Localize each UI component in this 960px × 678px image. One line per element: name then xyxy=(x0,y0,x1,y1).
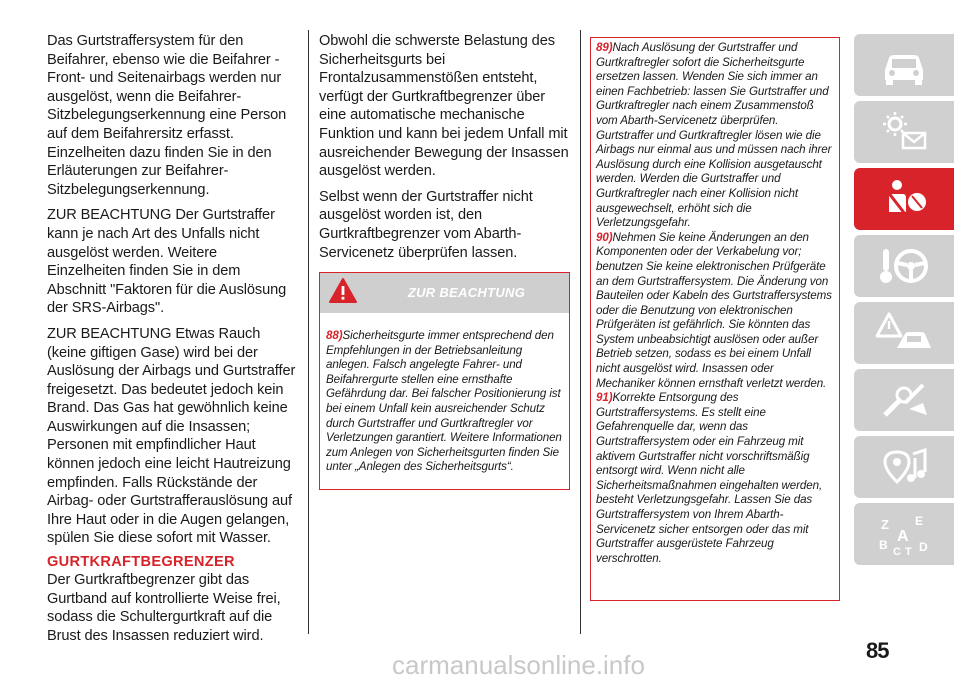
note-text: Sicherheitsgurte immer entsprechend den Empfehlungen in der Betriebsanleitung anlegen. Falsch angelegte Fahrer- und Beifahrergurte stellen eine ernsthafte Gefährdung dar. Bei falscher Positionierung ist bei einem Unfall kein ausreichender Schutz durch Gurtstraffer und Gurtkraftregler vor Verletzungen garantiert. Weitere Informationen zum Anlegen von Sicherheitsgurten finden Sie unter „Anlegen des Sicherheitsgurts“. xyxy=(326,329,562,474)
paragraph: Das Gurtstraffersystem für den Beifahrer, ebenso wie die Beifahrer - Front- und Seitenairbags werden nur ausgelöst, wenn die Beifahrer-Sitzbelegungserkennung eine Person auf dem Beifahrersitz erfasst. Einzelheiten dazu finden Sie in den Erläuterungen zur Beifahrer-Sitzbelegungserkennung. xyxy=(47,33,287,198)
watermark: carmanualsonline.info xyxy=(392,650,645,678)
paragraph: Der Gurtkraftbegrenzer gibt das Gurtband auf kontrollierte Weise frei, sodass die Schultergurtkraft auf die Brust des Insassen reduziert wird. xyxy=(47,572,281,644)
paragraph: ZUR BEACHTUNG Der Gurtstraffer kann je nach Art des Unfalls nicht ausgelöst werden. Weitere Einzelheiten finden Sie in dem Abschnitt "Faktoren für die Auslösung der SRS-Airbags". xyxy=(47,207,287,317)
warning-title: ZUR BEACHTUNG xyxy=(407,285,526,300)
column-middle xyxy=(319,32,571,269)
index-letters-icon xyxy=(875,511,933,557)
tab-multimedia[interactable] xyxy=(854,436,954,498)
dashboard-warning-icon xyxy=(875,109,933,155)
note-90 xyxy=(596,231,835,392)
warning-header xyxy=(320,273,569,313)
column-left xyxy=(47,32,299,652)
column-divider xyxy=(580,30,581,634)
index-letter: T xyxy=(905,546,912,557)
car-icon xyxy=(875,42,933,88)
notes-box xyxy=(590,37,840,601)
tab-car[interactable] xyxy=(854,34,954,96)
tab-emergency[interactable] xyxy=(854,302,954,364)
chapter-tabs xyxy=(854,34,960,570)
note-number: 90) xyxy=(596,230,613,244)
index-letter: D xyxy=(919,540,928,554)
warning-body xyxy=(320,313,569,475)
tab-index[interactable] xyxy=(854,503,954,565)
index-letter: Z xyxy=(881,517,889,532)
multimedia-icon xyxy=(875,444,933,490)
tab-safety[interactable] xyxy=(854,168,954,230)
paragraph: Selbst wenn der Gurtstraffer nicht ausgelöst worden ist, den Gurtkraftbegrenzer vom Abarth-Servicenetz überprüfen lassen. xyxy=(319,188,533,261)
index-letter: B xyxy=(879,538,888,552)
note-number: 89) xyxy=(596,41,613,54)
paragraph: Obwohl die schwerste Belastung des Sicherheitsgurts bei Frontalzusammenstößen entsteht, verfügt der Gurtkraftbegrenzer über eine automatische mechanische Funktion und kann bei jedem Unfall mit ausreichender Bewegung der Insassen ausgelöst werden. xyxy=(319,33,569,180)
breakdown-triangle-icon xyxy=(875,310,933,356)
tab-starting-driving[interactable] xyxy=(854,235,954,297)
tab-dashboard[interactable] xyxy=(854,101,954,163)
paragraph: ZUR BEACHTUNG Etwas Rauch (keine giftigen Gase) wird bei der Auslösung der Airbags und Gurtstraffer freigesetzt. Das bedeutet jedoch kein Brand. Das Gas hat gewöhnlich keine Auswirkungen auf die Insassen; Personen mit empfindlicher Haut können jedoch eine leicht Hautreizung empfinden. Falls Rückstände der Airbag- oder Gurtstrafferauslösung auf Ihre Haut oder in die Augen gelangen, spülen Sie diese sofort mit Wasser. xyxy=(47,325,296,547)
page-number: 85 xyxy=(866,638,889,663)
tab-maintenance[interactable] xyxy=(854,369,954,431)
column-divider xyxy=(308,30,309,634)
note-89 xyxy=(596,41,835,231)
note-91 xyxy=(596,391,835,566)
note-text: Nach Auslösung der Gurtstraffer und Gurtkraftregler sofort die Sicherheitsgurte ersetzen lassen. Wenden Sie sich immer an einen Fachbetrieb: lassen Sie Gurtstraffer und Gurtkraftregler nach einem Zusammenstoß vom Abarth-Servicenetz überprüfen. Gurtstraffer und Gurtkraftregler lösen wie die Airbags nur einmal aus und müssen nach ihrer Auslösung durch eine Kollision ausgetauscht werden. Werden die Gurtstraffer und Gurtkraftregler nach einer Kollision nicht ausgewechselt, erhöht sich die Verletzungsgefahr. xyxy=(596,41,832,230)
note-number: 88) xyxy=(326,329,343,342)
warning-box xyxy=(319,272,570,490)
note-88 xyxy=(326,329,564,475)
maintenance-tools-icon xyxy=(875,377,933,423)
note-number: 91) xyxy=(596,391,613,405)
note-text: Korrekte Entsorgung des Gurtstraffersystems. Es stellt eine Gefahrenquelle dar, wenn das Gurtstraffersystem oder ein Fahrzeug mit aktivem Gurtstraffer nicht vorschriftsmäßig entsorgt wird. Wenn nicht alle Sicherheitsmaßnahmen eingehalten werden, besteht Verletzungsgefahr. Lassen Sie das Gurtstraffersystem von Ihrem Abarth-Servicenetz sicher entsorgen oder das mit Gurtstraffer ausgerüstete Fahrzeug verschrotten. xyxy=(596,391,823,565)
index-letter: A xyxy=(897,528,909,545)
section-heading: GURTKRAFTBEGRENZER xyxy=(47,554,235,571)
index-letter: C xyxy=(893,546,901,557)
index-letter: E xyxy=(915,514,924,528)
note-text: Nehmen Sie keine Änderungen an den Komponenten oder der Verkabelung vor; benutzen Sie keine elektronischen Prüfgeräte an dem Gurtstraffersystem. Die Änderung von Bauteilen oder Kabeln des Gurtstraffersystems oder die Benutzung von elektronischen Prüfgeräten ist gefährlich. Sie könnten das System unbeabsichtigt auslösen oder außer Betrieb setzen, sodass es bei einem Unfall nicht ausgelöst wird. Insassen oder Mechaniker können ernsthaft verletzt werden. xyxy=(596,230,832,390)
seatbelt-airbag-icon xyxy=(875,176,933,222)
key-steering-wheel-icon xyxy=(875,243,933,289)
